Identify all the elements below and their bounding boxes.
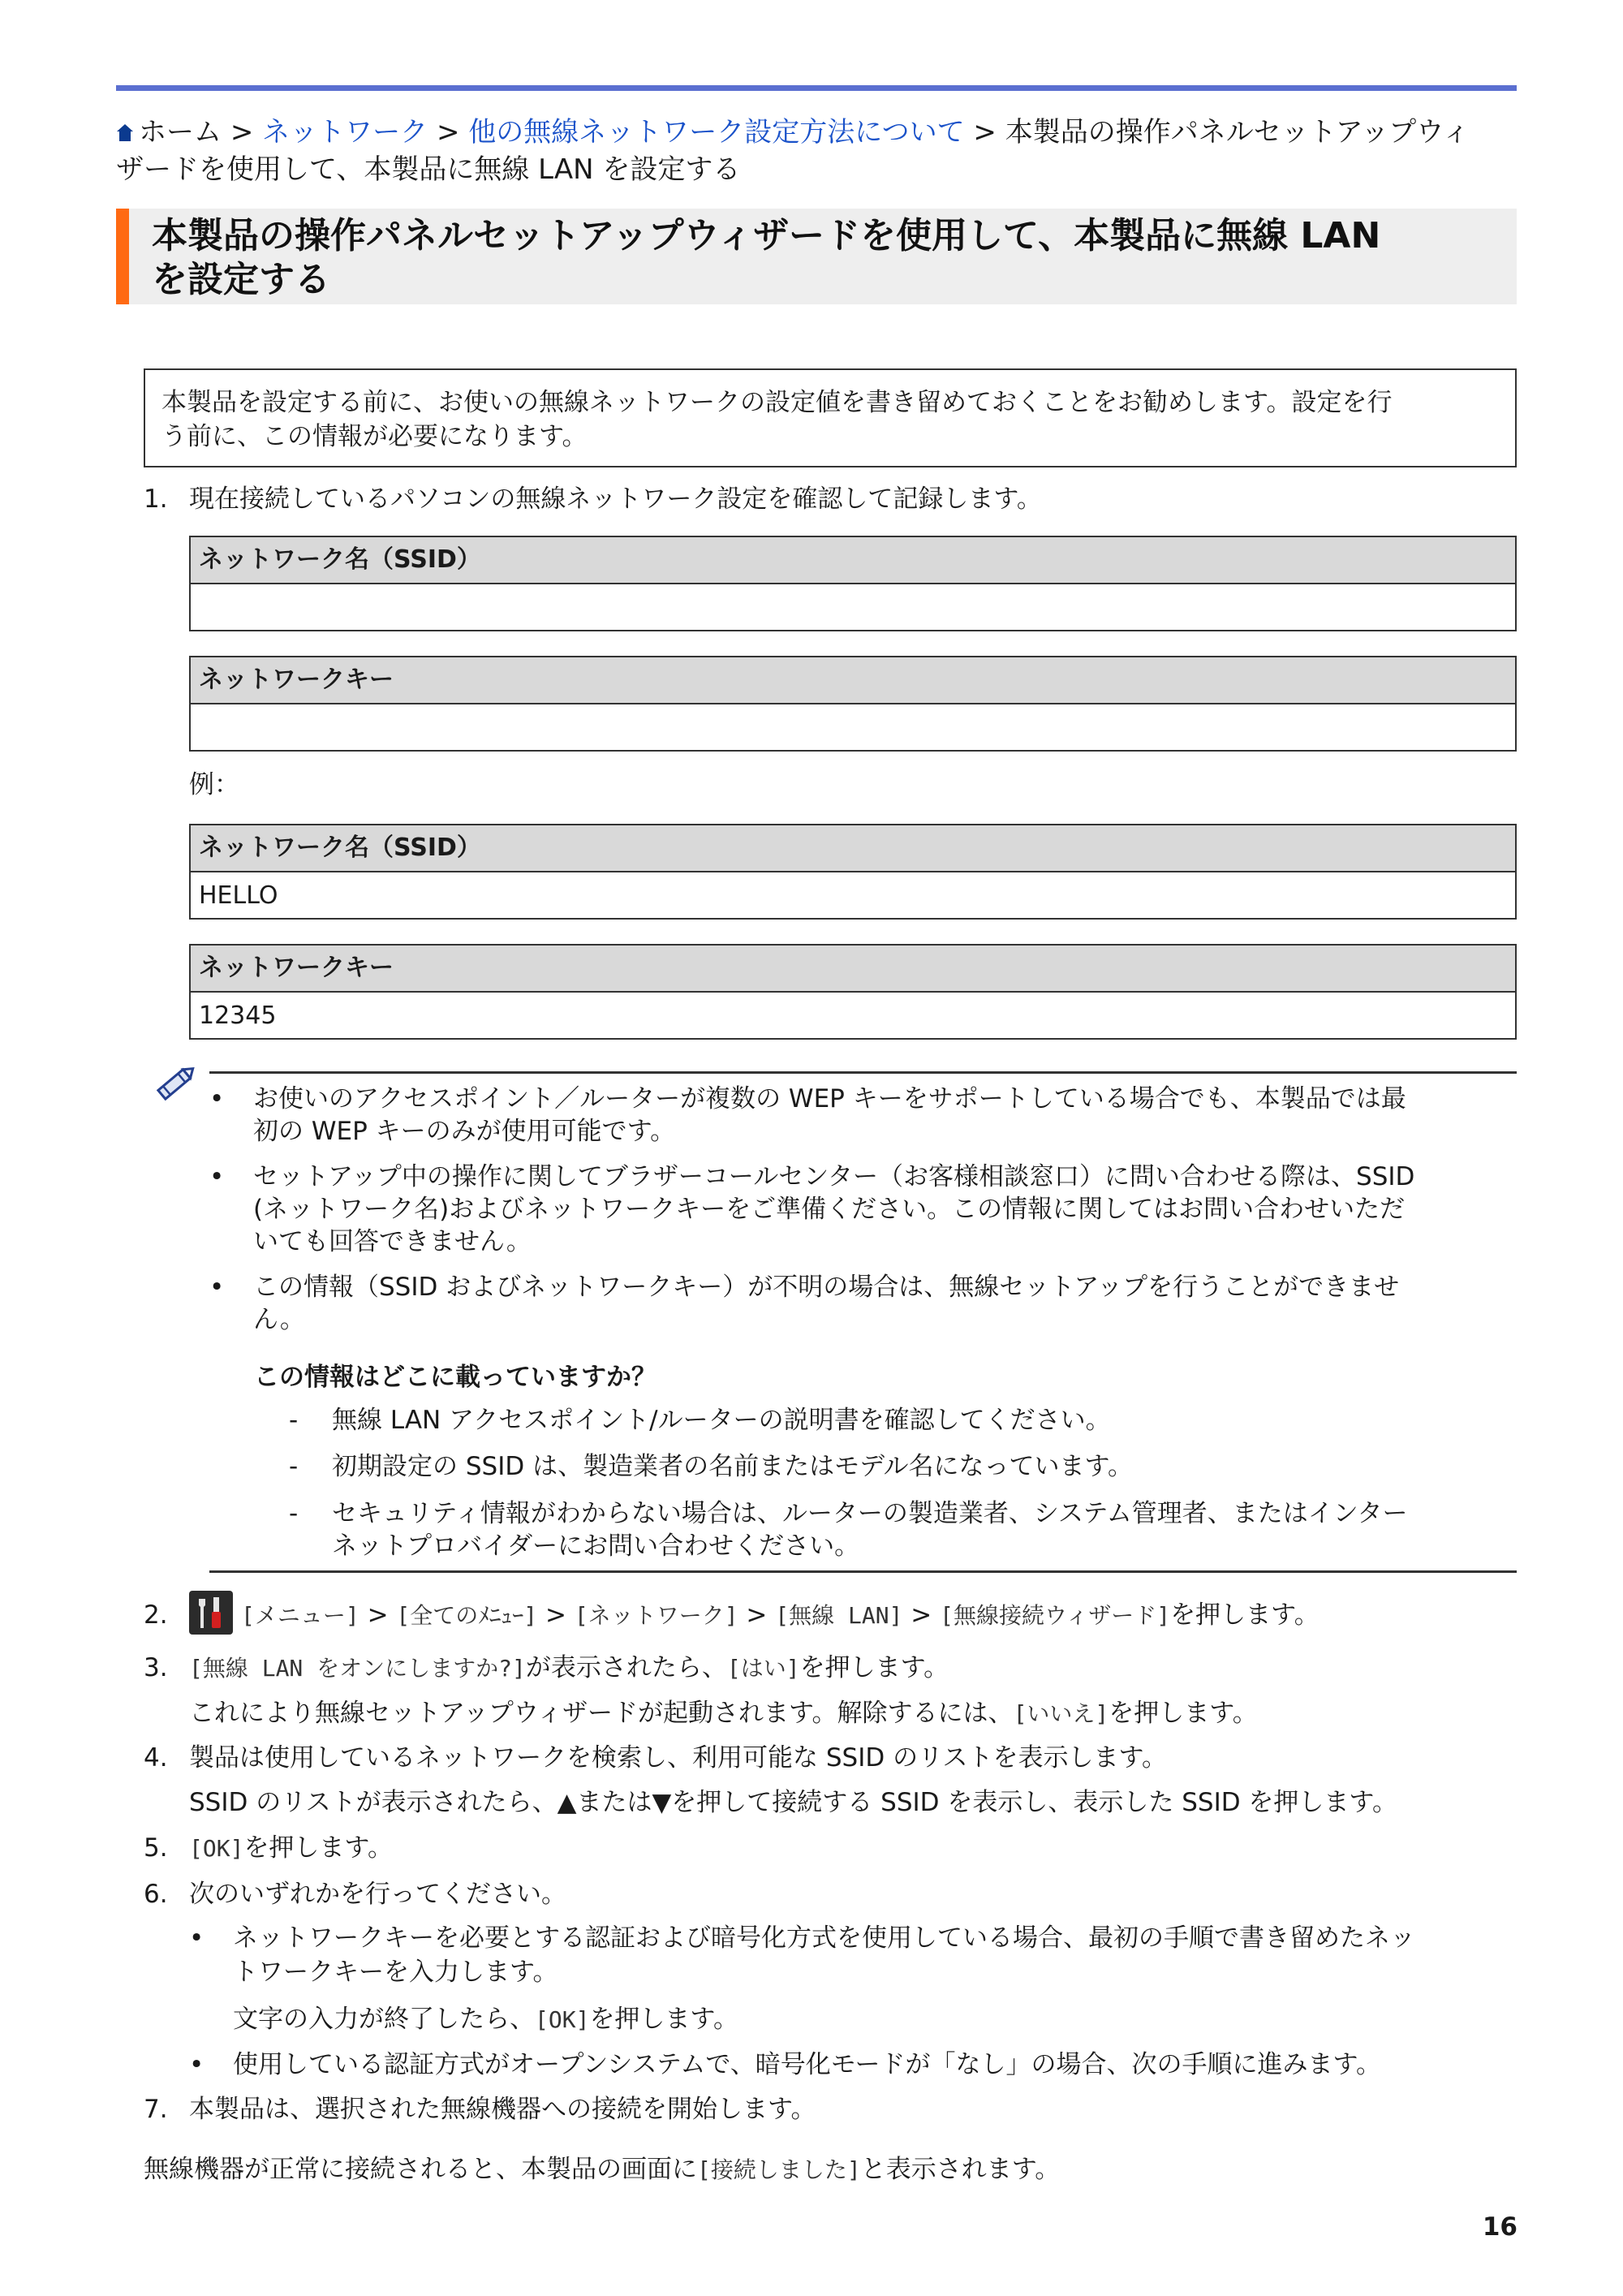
step-6 (144, 1877, 1523, 1911)
step-6-bullet-1-detail (233, 2002, 1612, 2037)
page-title-line1: 本製品の操作パネルセットアップウィザードを使用して、本製品に無線 LAN (152, 215, 1381, 256)
s6-b1-line1: ネットワークキーを必要とする認証および暗号化方式を使用している場合、最初の手順で書き留めたネッ (233, 1923, 1415, 1953)
pencil-icon (153, 1059, 200, 1106)
step-7 (144, 2092, 1523, 2126)
sep: > (367, 1600, 389, 1630)
all-menu-key[interactable]: [全てのﾒﾆｭｰ] (396, 1602, 538, 1629)
key-table-example (189, 944, 1517, 1040)
step-number: 4. (144, 1743, 168, 1773)
step-3 (144, 1651, 1523, 1686)
final-result (144, 2152, 1523, 2187)
intro-line2: う前に、この情報が必要になります。 (161, 422, 588, 451)
note-bullet-1 (209, 1083, 1517, 1148)
step-text: を押します。 (589, 2005, 738, 2034)
network-key[interactable]: [ネットワーク] (574, 1602, 738, 1629)
key-header: ネットワークキー (191, 946, 1515, 993)
ssid-header: ネットワーク名（SSID） (191, 537, 1515, 584)
key-value (191, 704, 1515, 750)
key-table-blank (189, 656, 1517, 752)
bullet-mark: • (209, 1273, 225, 1302)
note-b3-line1: この情報（SSID およびネットワークキー）が不明の場合は、無線セットアップを行うことができませ (253, 1273, 1400, 1302)
step-text: 文字の入力が終了したら、 (233, 2005, 535, 2034)
step-text: を押します。 (1109, 1699, 1258, 1728)
step-1 (144, 482, 1523, 516)
ssid-table-blank (189, 536, 1517, 631)
step-text: が表示されたら、 (525, 1653, 727, 1682)
top-rule (116, 85, 1517, 91)
ssid-header: ネットワーク名（SSID） (191, 825, 1515, 872)
page-title-line2: を設定する (152, 259, 330, 300)
step-text: これにより無線セットアップウィザードが起動されます。解除するには、 (189, 1699, 1014, 1728)
step-text: を押します。 (799, 1653, 949, 1682)
menu-key[interactable]: [メニュー] (241, 1602, 359, 1629)
step-number: 7. (144, 2095, 168, 2124)
step-number: 2. (144, 1600, 168, 1630)
step-4 (144, 1741, 1523, 1775)
dash-mark: - (289, 1452, 299, 1481)
dash-mark: - (289, 1406, 299, 1435)
step-text: を押します。 (1170, 1600, 1319, 1630)
note-bullet-3 (209, 1271, 1517, 1336)
note-b2-line1: セットアップ中の操作に関してブラザーコールセンター（お客様相談窓口）に問い合わせる際は、SSID (253, 1162, 1415, 1191)
breadcrumb (116, 114, 1517, 188)
breadcrumb-current: 本製品の操作パネルセットアップウィ (1005, 116, 1470, 149)
key-header: ネットワークキー (191, 657, 1515, 704)
note-b2-line3: いても回答できません。 (253, 1227, 532, 1256)
ssid-value (191, 584, 1515, 630)
bullet-mark: • (209, 1162, 225, 1191)
step-number: 3. (144, 1653, 168, 1682)
dash-mark: - (289, 1499, 299, 1528)
step-text: 本製品は、選択された無線機器への接続を開始します。 (189, 2095, 816, 2124)
sep: > (545, 1600, 566, 1630)
step-text: 現在接続しているパソコンの無線ネットワーク設定を確認して記録します。 (189, 485, 1042, 514)
note-d1: 無線 LAN アクセスポイント/ルーターの説明書を確認してください。 (332, 1406, 1111, 1435)
note-top-rule (209, 1071, 1517, 1074)
note-bullet-2 (209, 1161, 1517, 1258)
ssid-table-example (189, 824, 1517, 920)
bullet-mark: • (189, 1923, 204, 1953)
step-3-detail (189, 1696, 1569, 1731)
wizard-key[interactable]: [無線接続ウィザード] (940, 1602, 1171, 1629)
breadcrumb-link-network[interactable]: ネットワーク (262, 116, 428, 149)
step-number: 6. (144, 1880, 168, 1909)
step-text: 無線機器が正常に接続されると、本製品の画面に (144, 2155, 697, 2184)
breadcrumb-link-other-wireless[interactable]: 他の無線ネットワーク設定方法について (468, 116, 965, 149)
breadcrumb-separator: > (230, 116, 254, 149)
bullet-mark: • (189, 2050, 204, 2079)
s6-b1-line2: トワークキーを入力します。 (233, 1958, 558, 1987)
bullet-mark: • (209, 1084, 225, 1114)
step-text: 次のいずれかを行ってください。 (189, 1880, 566, 1909)
key-example-value: 12345 (199, 1002, 277, 1030)
step-number: 5. (144, 1833, 168, 1863)
sep: > (746, 1600, 768, 1630)
breadcrumb-current-cont: ザードを使用して、本製品に無線 LAN を設定する (116, 153, 741, 186)
ok-key[interactable]: [OK] (189, 1835, 244, 1862)
step-5 (144, 1831, 1523, 1866)
intro-line1: 本製品を設定する前に、お使いの無線ネットワークの設定値を書き留めておくことをお勧めします。設定を行 (161, 388, 1393, 417)
ok-key[interactable]: [OK] (535, 2006, 590, 2033)
note-d3-line1: セキュリティ情報がわからない場合は、ルーターの製造業者、システム管理者、またはインター (332, 1499, 1408, 1528)
home-icon[interactable] (116, 123, 134, 143)
page-title-band (116, 209, 1517, 304)
note-d3-line2: ネットプロバイダーにお問い合わせください。 (332, 1531, 860, 1561)
note-dash-2 (289, 1450, 1517, 1483)
settings-tools-icon[interactable] (189, 1591, 233, 1635)
example-label: 例： (189, 770, 239, 799)
step-2 (144, 1591, 1523, 1635)
note-subhead: この情報はどこに載っていますか？ (254, 1363, 657, 1392)
note-b1-line2: 初の WEP キーのみが使用可能です。 (253, 1117, 676, 1146)
step-text: 製品は使用しているネットワークを検索し、利用可能な SSID のリストを表示します。 (189, 1743, 1167, 1773)
note-b3-line2: ん。 (253, 1305, 305, 1334)
connected-message: [接続しました] (697, 2156, 861, 2183)
note-d2: 初期設定の SSID は、製造業者の名前またはモデル名になっています。 (332, 1452, 1134, 1481)
breadcrumb-home[interactable]: ホーム (139, 116, 222, 149)
wlan-key[interactable]: [無線 LAN] (775, 1602, 903, 1629)
page-title (152, 214, 1509, 302)
breadcrumb-separator: > (973, 116, 997, 149)
step-6-bullet-2 (189, 2048, 1517, 2082)
step-number: 1. (144, 485, 168, 514)
step-6-bullet-1 (189, 1921, 1517, 1989)
step-text: と表示されます。 (860, 2155, 1061, 2184)
note-b1-line1: お使いのアクセスポイント／ルーターが複数の WEP キーをサポートしている場合でも、本製品では最 (253, 1084, 1406, 1114)
note-b2-line2: (ネットワーク名)およびネットワークキーをご準備ください。この情報に関してはお問い合わせいただ (253, 1195, 1406, 1224)
page-number: 16 (1482, 2212, 1518, 2242)
note-dash-1 (289, 1404, 1517, 1437)
wlan-on-prompt: [無線 LAN をオンにしますか?] (189, 1655, 526, 1682)
step-4-detail: SSID のリストが表示されたら、▲または▼を押して接続する SSID を表示し、表示した SSID を押します。 (189, 1788, 1397, 1817)
step-text: を押します。 (243, 1833, 393, 1863)
intro-notebox (144, 368, 1517, 467)
ssid-example-value: HELLO (199, 881, 278, 910)
s6-b2: 使用している認証方式がオープンシステムで、暗号化モードが「なし」の場合、次の手順に進みます。 (233, 2050, 1381, 2079)
note-dash-3 (289, 1497, 1517, 1562)
yes-key[interactable]: [はい] (726, 1655, 800, 1682)
breadcrumb-separator: > (436, 116, 460, 149)
sep: > (911, 1600, 932, 1630)
note-bottom-rule (209, 1570, 1517, 1573)
no-key[interactable]: [いいえ] (1013, 1700, 1109, 1727)
